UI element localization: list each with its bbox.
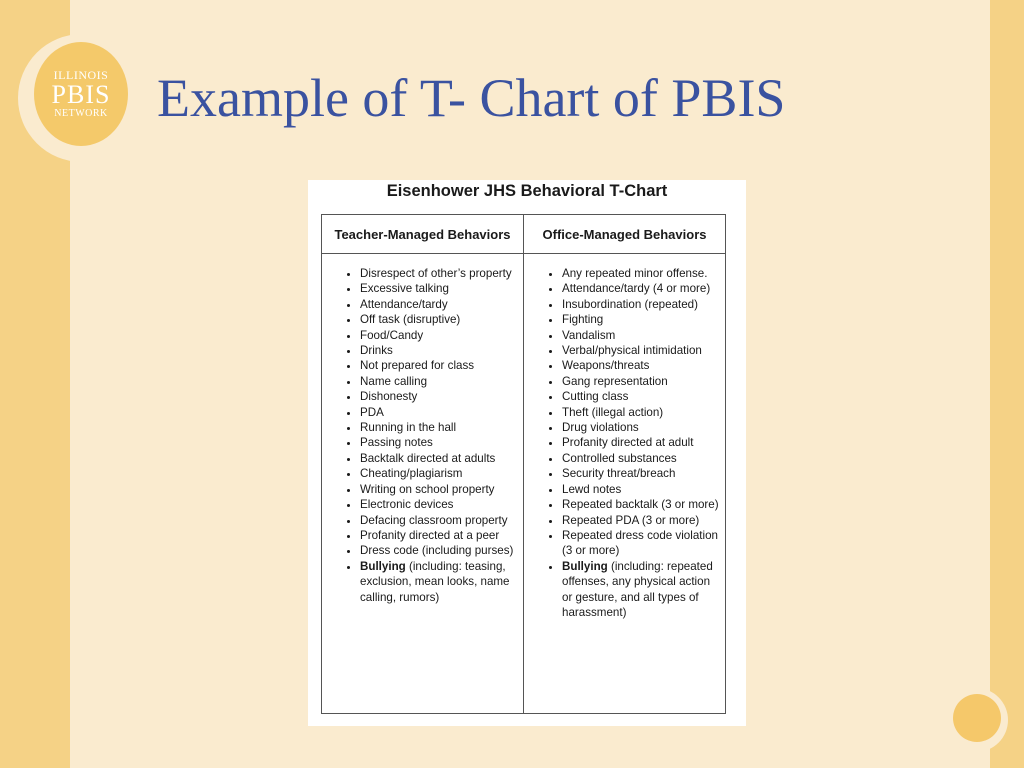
list-item [360, 497, 517, 512]
teacher-managed-list [322, 266, 523, 605]
tchart-table [321, 214, 726, 714]
list-item-bullying [360, 559, 517, 605]
list-item [360, 543, 517, 558]
list-item [562, 497, 719, 512]
list-item-label: Name calling [360, 374, 428, 388]
list-item-label: Defacing classroom property [360, 513, 508, 527]
list-item-label: Profanity directed at a peer [360, 528, 500, 542]
list-item [562, 420, 719, 435]
list-item [360, 266, 517, 281]
list-item-label: Profanity directed at adult [562, 436, 694, 450]
list-item [562, 513, 719, 528]
list-item [562, 482, 719, 497]
list-item-label: Lewd notes [562, 482, 622, 496]
list-item-label: Security threat/breach [562, 467, 676, 481]
list-item-label: Repeated dress code violation (3 or more) [562, 528, 718, 558]
list-item [562, 297, 719, 312]
tchart-title: Eisenhower JHS Behavioral T-Chart [386, 182, 668, 200]
list-item-label: PDA [360, 405, 384, 419]
logo-line-pbis: PBIS [51, 80, 111, 109]
list-item-bullying [562, 559, 719, 621]
logo-line-illinois: ILLINOIS [53, 68, 109, 82]
list-item [360, 343, 517, 358]
office-managed-list [524, 266, 725, 620]
office-managed-column [524, 254, 725, 713]
slide-title: Example of T- Chart of PBIS [157, 68, 786, 128]
list-item-label: Not prepared for class [360, 359, 475, 373]
tchart-body-row [322, 254, 725, 713]
list-item [360, 358, 517, 373]
list-item-label: Running in the hall [360, 421, 457, 435]
list-item-label: Cheating/plagiarism [360, 467, 463, 481]
list-item [562, 266, 719, 281]
list-item-label: Dishonesty [360, 390, 418, 404]
list-item-label: Attendance/tardy (4 or more) [562, 282, 711, 296]
list-item [562, 358, 719, 373]
list-item [360, 435, 517, 450]
illinois-pbis-network-logo [34, 42, 128, 146]
teacher-managed-column [322, 254, 524, 713]
list-item-label: Attendance/tardy [360, 297, 448, 311]
list-item [360, 312, 517, 327]
list-item-label: Disrespect of other’s property [360, 267, 512, 280]
list-item-label: Verbal/physical intimidation [562, 344, 702, 358]
tchart-header-row [322, 215, 725, 254]
list-item [562, 466, 719, 481]
list-item-label: Writing on school property [360, 482, 495, 496]
list-item [562, 343, 719, 358]
list-item-label: Fighting [562, 313, 604, 327]
list-item [360, 466, 517, 481]
right-decorative-band [990, 0, 1024, 768]
list-item [360, 389, 517, 404]
list-item [360, 405, 517, 420]
list-item-label: Food/Candy [360, 328, 424, 342]
list-item-label: Cutting class [562, 390, 629, 404]
list-item [562, 435, 719, 450]
list-item-label: Any repeated minor offense. [562, 267, 708, 280]
list-item [360, 374, 517, 389]
list-item [562, 328, 719, 343]
list-item [562, 374, 719, 389]
list-item [562, 405, 719, 420]
list-item-label: Theft (illegal action) [562, 405, 664, 419]
list-item-label: Electronic devices [360, 498, 454, 512]
bullying-detail: (including: teasing, exclusion, mean looks, name calling, rumors) [360, 559, 510, 604]
list-item [360, 297, 517, 312]
tchart-image [308, 180, 746, 726]
list-item-label: Backtalk directed at adults [360, 451, 496, 465]
logo-line-network: NETWORK [54, 108, 108, 119]
list-item-label: Weapons/threats [562, 359, 650, 373]
list-item [360, 281, 517, 296]
list-item-label: Dress code (including purses) [360, 544, 514, 558]
list-item [360, 451, 517, 466]
list-item-label: Passing notes [360, 436, 433, 450]
list-item-label: Repeated PDA (3 or more) [562, 513, 700, 527]
list-item-label: Off task (disruptive) [360, 313, 461, 327]
list-item [360, 420, 517, 435]
list-item-label: Drug violations [562, 421, 639, 435]
teacher-managed-header: Teacher-Managed Behaviors [322, 215, 524, 253]
list-item-label: Drinks [360, 344, 393, 358]
bullying-label: Bullying [562, 559, 608, 573]
office-managed-header: Office-Managed Behaviors [542, 226, 707, 242]
list-item-label: Repeated backtalk (3 or more) [562, 498, 719, 512]
list-item [360, 528, 517, 543]
list-item [360, 513, 517, 528]
list-item [562, 281, 719, 296]
bullying-detail: (including: repeated offenses, any physical action or gesture, and all types of harassment) [562, 559, 713, 619]
list-item-label: Controlled substances [562, 451, 677, 465]
list-item-label: Insubordination (repeated) [562, 297, 698, 311]
list-item [562, 528, 719, 559]
list-item-label: Vandalism [562, 328, 616, 342]
corner-decorative-dot [953, 694, 1001, 742]
list-item [360, 328, 517, 343]
list-item-label: Gang representation [562, 374, 668, 388]
list-item [562, 451, 719, 466]
list-item [562, 312, 719, 327]
list-item-label: Excessive talking [360, 282, 449, 296]
bullying-label: Bullying [360, 559, 406, 573]
list-item [360, 482, 517, 497]
list-item [562, 389, 719, 404]
